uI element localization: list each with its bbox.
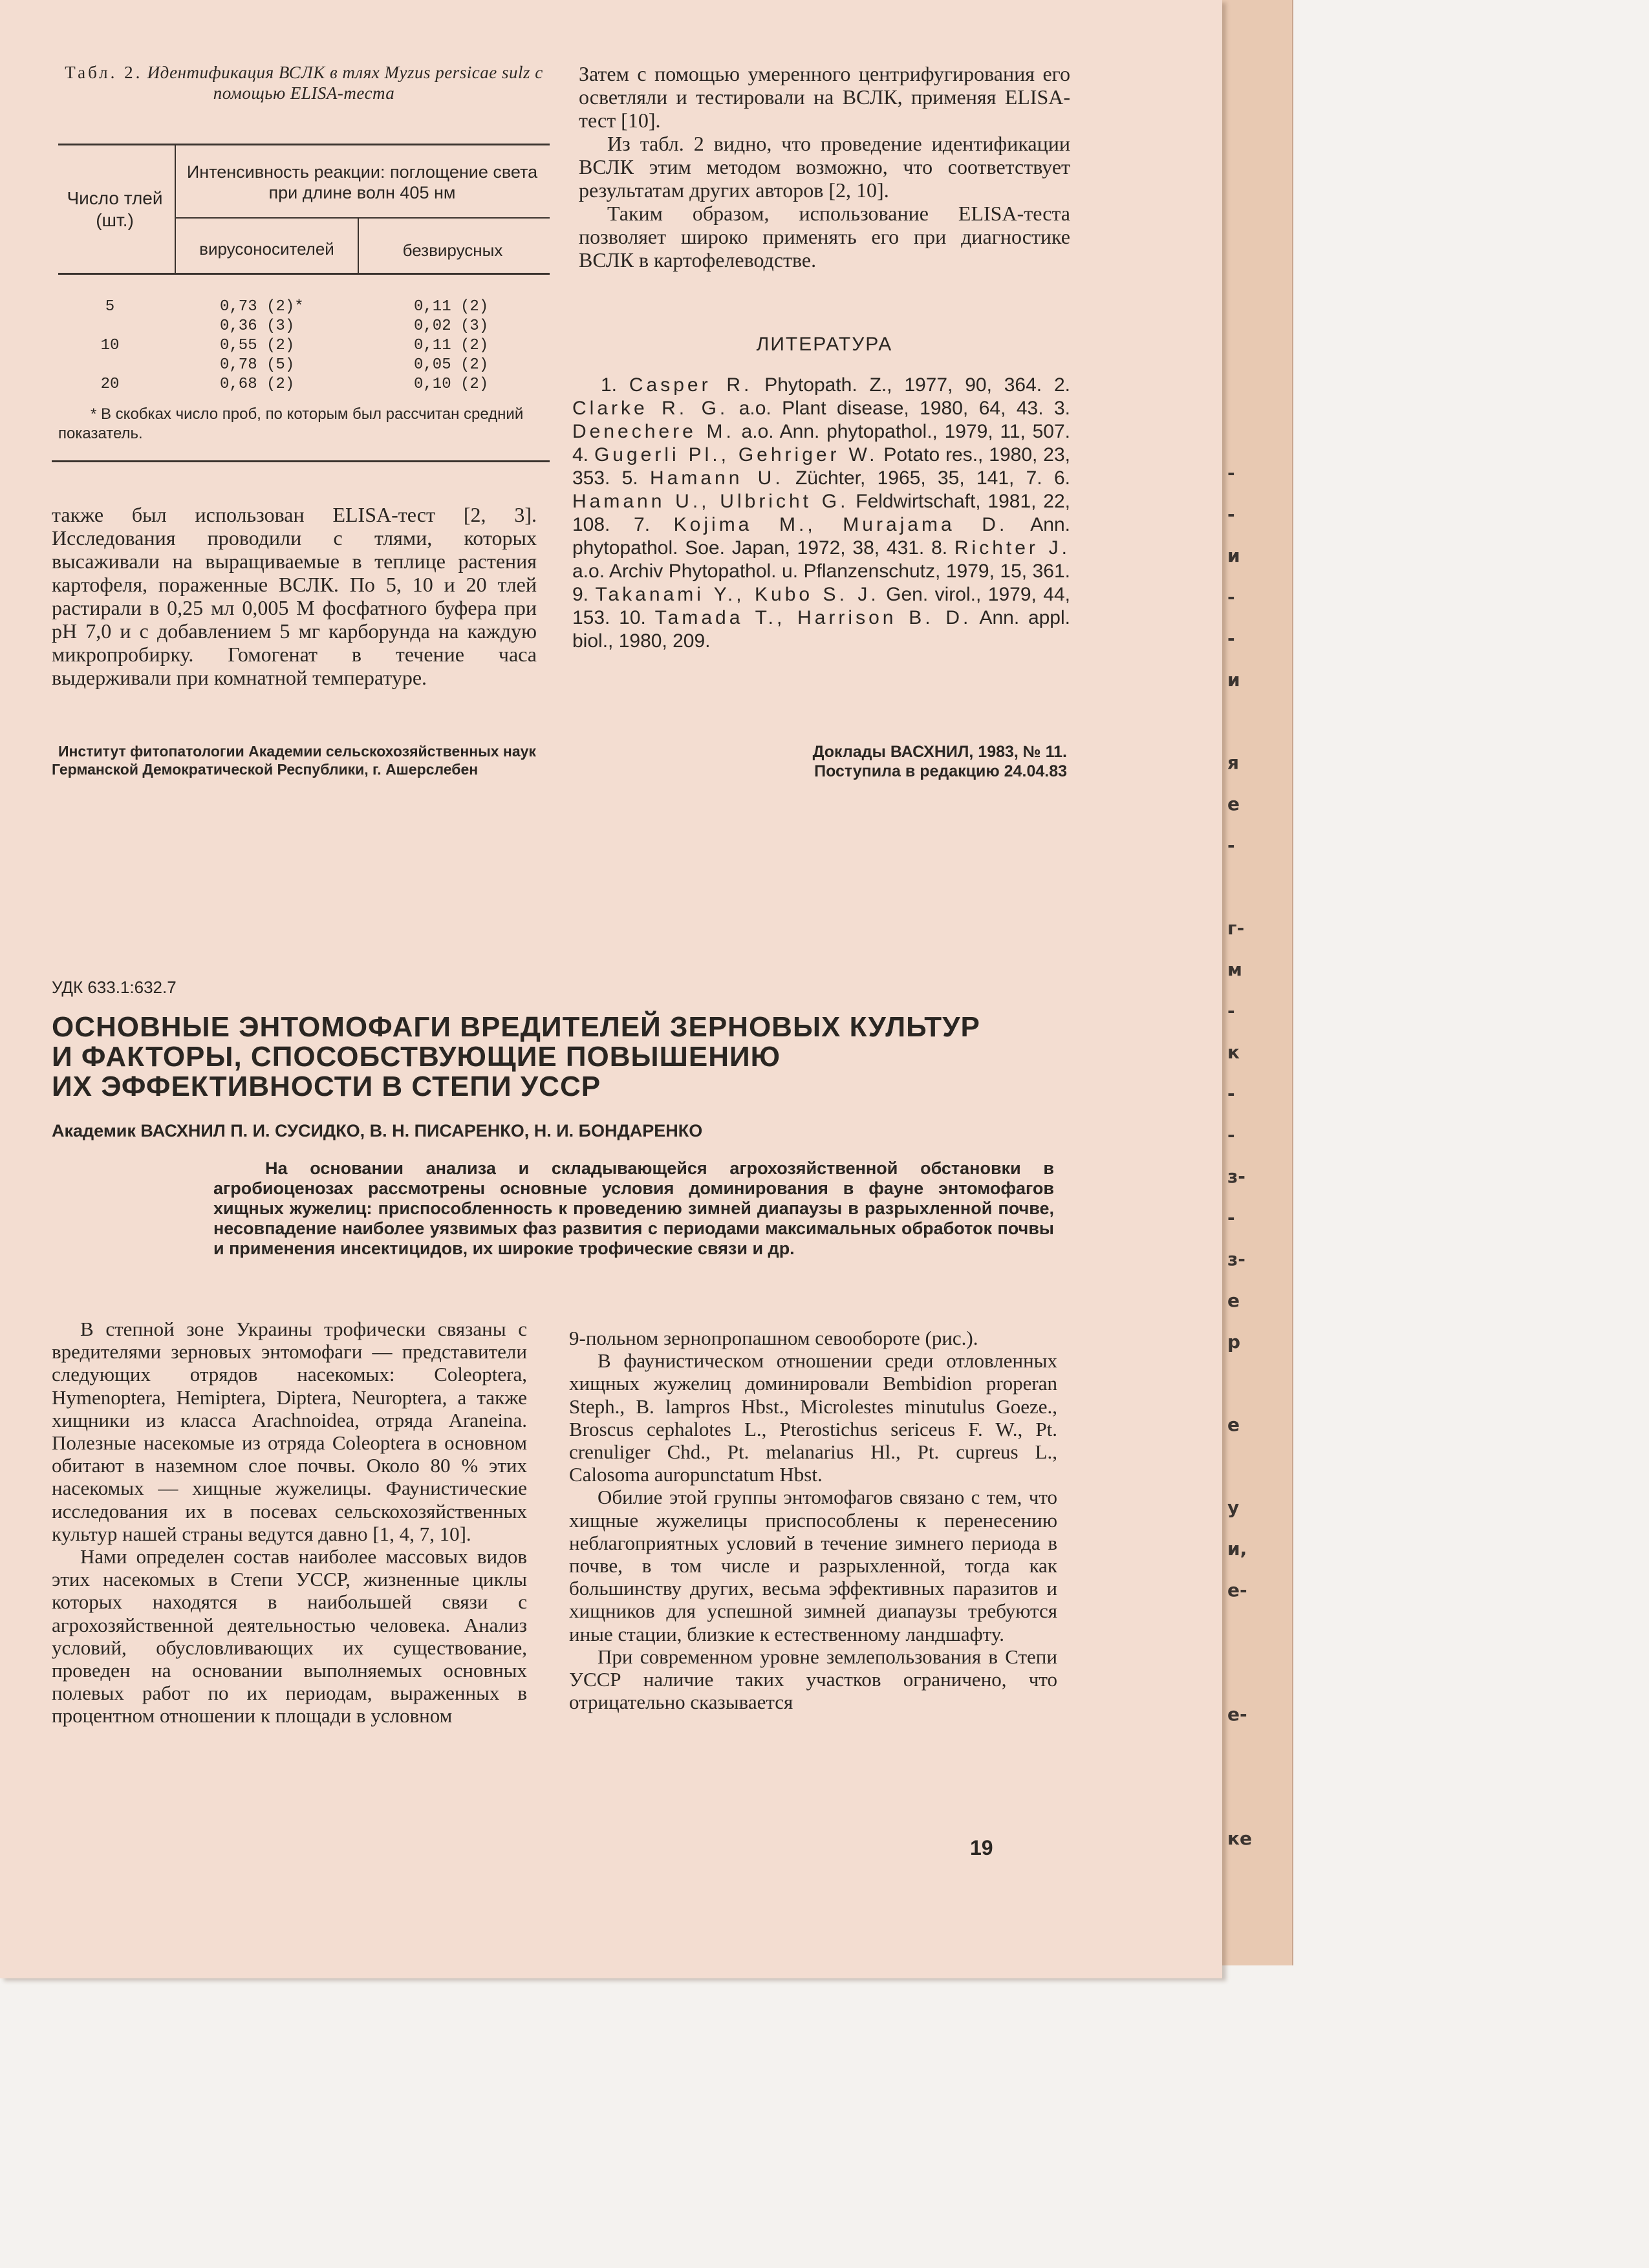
underlying-text-fragment: [1227, 866, 1292, 908]
reference-text: Feldwirtschaft, 1981, 22, 108.: [572, 491, 1070, 535]
paragraph: При современном уровне землепользования в Степи УССР наличие таких участков ограничено, что отрицательно сказывается: [569, 1645, 1057, 1714]
right-column-text: [579, 62, 1070, 272]
underlying-text-fragment: -: [1227, 1000, 1235, 1022]
institution-affiliation: Институт фитопатологии Академии сельскохозяйственных наук Германской Демократической Республики, г. Ашерслебен: [52, 743, 536, 778]
table-header-bottom-rule: [58, 273, 550, 275]
paragraph: 9-польном зернопропашном севообороте (рис.).: [569, 1327, 978, 1349]
reference-text: a.o. Archiv Phytopathol. u. Pflanzenschutz, 1979, 15, 361.: [572, 561, 1070, 582]
underlying-text-fragment: и: [1227, 669, 1240, 690]
article-abstract: На основании анализа и складывающейся агрохозяйственной обстановки в агробиоценозах рассмотрены основные условия доминирования в фауне энтомофагов хищных жужелиц: приспособленность к проведению зимней диапаузы в разрыхленной почве, несовпадение наиболее уязвимых фаз развития с периодами максимальных обработок почвы и применения инсектицидов, их широкие трофические связи и др.: [213, 1159, 1054, 1258]
table-cell-count: 5: [105, 298, 115, 316]
body-left-column: [52, 1318, 527, 1728]
underlying-text-fragment: [1227, 1363, 1292, 1404]
table-top-rule: [58, 144, 550, 145]
table-row: [58, 356, 550, 375]
underlying-text-fragment: з-: [1227, 1166, 1245, 1187]
scan-background-bottom: [0, 1965, 1293, 2268]
reference-author: Hamann U., Ulbricht G.: [572, 491, 849, 512]
underlying-text-fragment: -: [1227, 586, 1235, 608]
reference-number: 9.: [572, 584, 589, 605]
paragraph: Затем с помощью умеренного центрифугирования его осветляли и тестировали на ВСЛК, применяя ELISA-тест [10].: [579, 62, 1070, 132]
underlying-text-fragment: -: [1227, 1207, 1235, 1228]
table-cell-free: 0,05 (2): [414, 356, 489, 374]
table-cell-free: 0,11 (2): [414, 298, 489, 316]
body-right-column: [569, 1327, 1057, 1713]
reference-item: [572, 607, 1070, 652]
underlying-text-fragment: е: [1227, 793, 1240, 815]
literature-heading: ЛИТЕРАТУРА: [756, 334, 893, 355]
reference-author: Richter J.: [954, 537, 1071, 559]
journal-info: [647, 742, 1067, 781]
underlying-text-fragment: м: [1227, 959, 1242, 980]
underlying-text-fragment: е-: [1227, 1579, 1247, 1601]
table-caption: [58, 62, 550, 103]
reference-text: a.o. Plant disease, 1980, 64, 43.: [738, 398, 1044, 419]
title-line: ИХ ЭФФЕКТИВНОСТИ В СТЕПИ УССР: [52, 1071, 601, 1102]
reference-text: Ann. phytopathol. Soe. Japan, 1972, 38, 431.: [572, 514, 1070, 559]
reference-author: Gugerli Pl., Gehriger W.: [594, 444, 878, 465]
underlying-text-fragment: е: [1227, 1290, 1240, 1311]
underlying-text-fragment: [1227, 1735, 1292, 1777]
table-cell-virus: 0,78 (5): [220, 356, 295, 374]
underlying-text-fragment: е-: [1227, 1704, 1247, 1725]
underlying-text-fragment: [1227, 1653, 1292, 1694]
underlying-text-fragment: [1227, 1611, 1292, 1653]
reference-number: 3.: [1054, 398, 1071, 419]
reference-number: 2.: [1053, 374, 1070, 396]
underlying-text-fragment: ке: [1227, 1828, 1252, 1849]
table-cell-virus: 0,55 (2): [220, 337, 295, 354]
paragraph: Из табл. 2 видно, что проведение идентификации ВСЛК этим методом возможно, что соответствует результатам других авторов [2, 10].: [579, 132, 1070, 202]
scan-background: [1287, 0, 1649, 2268]
table-cell-count: 20: [100, 376, 120, 393]
underlying-text-fragment: р: [1227, 1331, 1241, 1353]
reference-author: Denechere M.: [572, 421, 735, 442]
paragraph: В фаунистическом отношении среди отловленных хищных жужелиц доминировали Bembidion properan Steph., B. lampros Hbst., Microlestes minutulus Goeze., Broscus cephalotes L., Pterostichus sericeus F. W., Pt. crenuliger Chd., Pt. melanarius Hl., Pt. cupreus L., Calosoma auropunctatum Hbst.: [569, 1349, 1057, 1486]
table-row: [58, 317, 550, 336]
table-cell-free: 0,10 (2): [414, 376, 489, 393]
underlying-text-fragment: [1227, 1777, 1292, 1818]
reference-author: Kojima M., Murajama D.: [673, 514, 1008, 535]
table-cell-virus: 0,68 (2): [220, 376, 295, 393]
reference-author: Casper R.: [629, 374, 753, 396]
underlying-text-fragment: и,: [1227, 1538, 1247, 1559]
underlying-text-fragment: я: [1227, 752, 1239, 773]
received-date: Поступила в редакцию 24.04.83: [814, 762, 1067, 780]
journal-citation: Доклады ВАСХНИЛ, 1983, № 11.: [812, 743, 1067, 761]
udc-code: УДК 633.1:632.7: [52, 978, 177, 997]
underlying-text-fragment: -: [1227, 462, 1235, 484]
table-cell-virus: 0,36 (3): [220, 317, 295, 335]
reference-number: 7.: [634, 514, 651, 535]
reference-item: [622, 467, 1054, 489]
underlying-text-fragment: -: [1227, 1124, 1235, 1146]
paragraph: Обилие этой группы энтомофагов связано с тем, что хищные жужелицы приспособлены к перенесению неблагоприятных условий в течение зимнего периода в почве, в том числе и разрыхленной, тогда как большинству других, весьма эффективных паразитов и хищников для успешной зимней диапаузы требуются иные стации, близкие к естественному ландшафту.: [569, 1486, 1057, 1645]
underlying-text-fragment: г-: [1227, 917, 1245, 939]
reference-text: a.o. Ann. phytopathol., 1979, 11, 507.: [741, 421, 1070, 442]
table-row: [58, 297, 550, 317]
reference-item: [601, 374, 1054, 396]
reference-text: Gen. virol., 1979, 44, 153.: [572, 584, 1070, 628]
underlying-text-fragment: е: [1227, 1414, 1240, 1435]
underlying-text-fragment: [1227, 1446, 1292, 1487]
underlying-text-fragment: -: [1227, 835, 1235, 856]
underlying-text-fragment: -: [1227, 628, 1235, 649]
reference-number: 1.: [601, 374, 618, 396]
title-line: И ФАКТОРЫ, СПОСОБСТВУЮЩИЕ ПОВЫШЕНИЮ: [52, 1041, 781, 1073]
table-header-count: Число тлей (шт.): [67, 188, 163, 230]
title-line: ОСНОВНЫЕ ЭНТОМОФАГИ ВРЕДИТЕЛЕЙ ЗЕРНОВЫХ КУЛЬТУР: [52, 1011, 980, 1043]
reference-author: Tamada T., Harrison B. D.: [654, 607, 972, 628]
paragraph: также был использован ELISA-тест [2, 3]. Исследования проводили с тлями, которых высаживали на выращиваемые в теплице растения картофеля, пораженные ВСЛК. По 5, 10 и 20 тлей растирали в 0,25 мл 0,005 М фосфатного буфера при рН 7,0 и с добавлением 5 мг карборунда на каждую микропробирку. Гомогенат в течение часа выдерживали при комнатной температуре.: [52, 503, 537, 689]
underlying-text-fragment: [1227, 701, 1292, 742]
reference-text: Potato res., 1980, 23, 353.: [572, 444, 1070, 489]
table-cell-count: 10: [100, 337, 120, 354]
underlying-text-fragment: к: [1227, 1042, 1240, 1063]
table-header-intensity: Интенсивность реакции: поглощение света при длине волн 405 нм: [186, 162, 538, 202]
table-vertical-rule: [175, 144, 176, 273]
reference-author: Hamann U.: [649, 467, 784, 489]
reference-author: Takanami Y., Kubo S. J.: [595, 584, 879, 605]
reference-number: 10.: [619, 607, 646, 628]
underlying-text-fragment: з-: [1227, 1248, 1245, 1270]
reference-text: Phytopath. Z., 1977, 90, 364.: [764, 374, 1042, 396]
left-column-text: [52, 503, 537, 689]
underlying-text-fragment: -: [1227, 1083, 1235, 1104]
paragraph: В степной зоне Украины трофически связаны с вредителями зерновых энтомофаги — представители следующих отрядов насекомых: Coleoptera, Hymenoptera, Hemiptera, Diptera, Neuroptera, а также хищники из класса Arachnoidea, отряда Araneina. Полезные насекомые из отряда Coleoptera в основном обитают в наземном слое почвы. Около 80 % этих насекомых — хищные жужелицы. Фаунистические исследования их в посевах сельскохозяйственных культур нашей страны ведутся давно [1, 4, 7, 10].: [52, 1318, 527, 1545]
paragraph: Таким образом, использование ELISA-теста позволяет широко применять его при диагностике ВСЛК в картофелеводстве.: [579, 202, 1070, 272]
underlying-text-fragment: -: [1227, 504, 1235, 525]
table-header-free: безвирусных: [402, 241, 503, 260]
article-authors: Академик ВАСХНИЛ П. И. СУСИДКО, В. Н. ПИСАРЕНКО, Н. И. БОНДАРЕНКО: [52, 1121, 703, 1140]
table-header-virus: вирусоносителей: [199, 239, 334, 259]
table-row: [58, 375, 550, 394]
table-cell-free: 0,02 (3): [414, 317, 489, 335]
reference-author: Clarke R. G.: [572, 398, 729, 419]
page-number: 19: [970, 1836, 993, 1859]
reference-number: 5.: [621, 467, 638, 489]
underlying-text-fragment: у: [1227, 1497, 1240, 1518]
reference-number: 8.: [931, 537, 948, 559]
table-header-rule: [176, 217, 550, 219]
table-cell-virus: 0,73 (2)*: [220, 298, 304, 316]
article-title: [52, 1012, 1061, 1102]
reference-list: [572, 374, 1070, 653]
reference-number: 4.: [572, 444, 589, 465]
reference-number: 6.: [1053, 467, 1070, 489]
table-subheader-divider: [358, 219, 359, 273]
table-cell-free: 0,11 (2): [414, 337, 489, 354]
underlying-page-text-fragments: [1227, 453, 1292, 1859]
reference-text: Ann. appl. biol., 1980, 209.: [572, 607, 1070, 652]
underlying-text-fragment: и: [1227, 545, 1240, 566]
table-caption-label: Табл. 2.: [65, 63, 143, 82]
reference-text: Züchter, 1965, 35, 141, 7.: [795, 467, 1042, 489]
table-footnote: * В скобках число проб, по которым был рассчитан средний показатель.: [58, 405, 524, 442]
table-row: [58, 336, 550, 356]
paragraph: Нами определен состав наиболее массовых видов этих насекомых в Степи УССР, жизненные циклы которых находятся в наибольшей связи с агрохозяйственной деятельностью человека. Анализ условий, обусловливающих их существование, проведен на основании выполняемых основных полевых работ по их периодам, выраженных в процентном отношении к площади в условном: [52, 1545, 527, 1728]
table-bottom-rule: [52, 460, 550, 462]
table-caption-text: Идентификация ВСЛК в тлях Myzus persicae sulz с помощью ELISA-теста: [147, 63, 543, 103]
